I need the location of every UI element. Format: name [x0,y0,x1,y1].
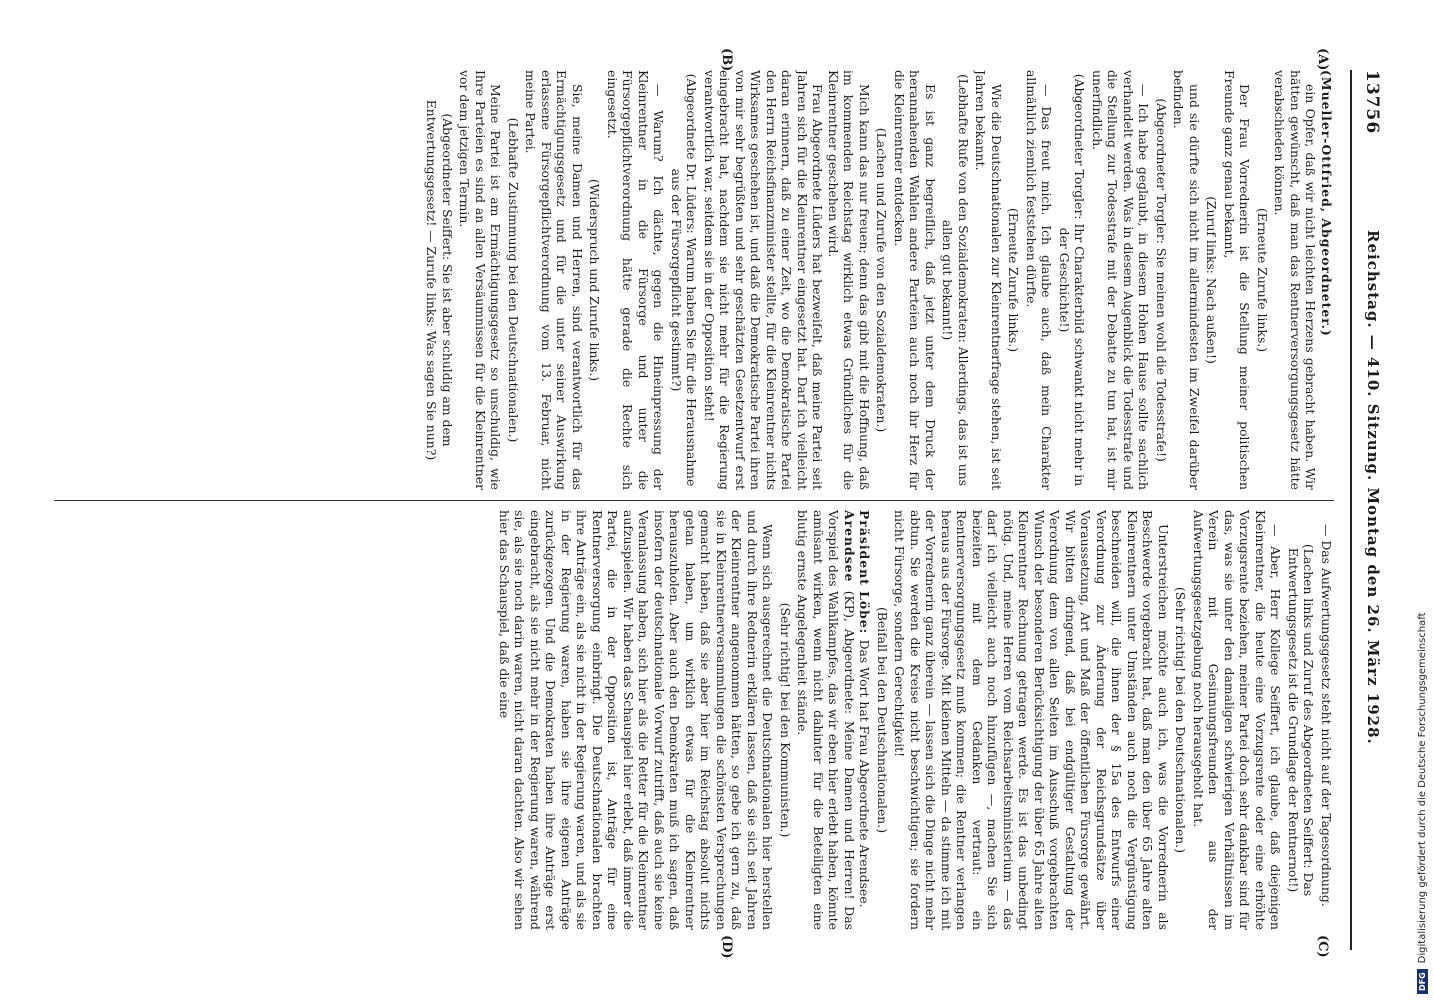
paragraph [1319,510,1335,930]
margin-mark-b: (B) [719,48,734,72]
paragraph-text: und sie dürfte sich nicht im allermindesten im Zweifel darüber befinden. [1171,70,1202,490]
paragraph [973,70,1004,490]
paragraph [702,70,826,490]
interjection: (Lebhafte Zustimmung bei den Deutschnationalen.) [506,117,521,443]
paragraph [1222,70,1253,490]
paragraph-text: — Das freut mich. Ich glaube auch, daß mein Charakter allmählich ziemlich feststehen dürfte. [1024,70,1055,490]
interjection: (Erneute Zurufe links.) [1255,207,1270,353]
paragraph [1171,70,1202,490]
interjection: (Widerspruch und Zurufe links.) [587,178,603,382]
paragraph-text: Frau Abgeordnete Lüders hat bezweifelt, daß meine Partei seit Jahren sich für die Kleinrentner eingesetzt hat. Darf ich vielleicht daran erinnern, daß zu einer Zeit, wo die Demokratische Partei den Herrn Reichsfinanzminister stellte, für die Kleinrentner nichts Wirksames geschehen ist, und daß die Demokratische Partei ihren von mir sehr begrüßten und sehr geschätzten Gesetzentwurf erst eingebracht hat, nachdem sie nicht mehr für die Regierung verantwortlich war, seitdem sie in der Opposition steht! [702,70,826,490]
page-header [1350,70,1382,950]
paragraph-text: — Warum? Ich dächte, gegen die Hineinpressung der Kleinrentner in die Fürsorge und unter die Fürsorgepflichtverordnung hätte gerade die Rechte sich eingesetzt. [605,70,667,490]
paragraph-text: — Aber, Herr Kollege Seiffert, ich glaube, daß diejenigen Kleinrentner, die heute eine Vorzugsrente oder eine erhöhte Vorzugsrente beziehen, meiner Partei doch sehr dankbar sind für das, was sie unter den damaligen schwierigen Verhältnissen im Verein mit Gesinnungsfreunden aus der Aufwertungsgesetzgebung noch herausgeholt hat. [1191,510,1284,930]
speaker-name: Präsident Löbe: [857,510,873,640]
paragraph [1024,70,1055,490]
interjection: (Beifall bei den Deutschnationalen.) [875,606,890,834]
paragraph-text: Mich kann das nur freuen; denn das gibt mit die Hoffnung, daß im kommenden Reichstag wirklich etwas Gründliches für die Kleinrentner geschehen wird. [826,70,872,490]
paragraph-text: — Ich habe geglaubt, in diesem Hohen Hause sollte sachlich verhandelt werden. Was in diesem Augenblick die Todesstrafe und die Stellung zur Todesstrafe mit der Debatte zu tun hat, ist mir unerfindlich. [1090,70,1152,490]
paragraph [1191,510,1284,930]
speaker-name: Arendsee [842,510,857,591]
interjection: (Lachen links und Zuruf des Abgeordneten Seiffert: Das Entwertungsgesetz ist die Grundlage der Rentnernot!) [1286,543,1317,897]
paragraph-text: — Das Aufwertungsgesetz steht nicht auf der Tagesordnung. [1319,524,1334,907]
interjection: (Lebhafte Rufe von den Sozialdemokraten: Allerdings, das ist uns allen gut bekannt!) [940,73,971,487]
paragraph [826,70,873,490]
margin-mark-a: (A) [1315,48,1330,71]
paragraph [1319,70,1335,490]
digitization-note: Digitalisierung gefördert durch die Deutsche Forschungsgemeinschaft [1416,612,1428,964]
page-title: Reichstag. — 410. Sitzung. Montag den 26. März 1928. [1364,230,1382,745]
paragraph [795,510,857,930]
margin-mark-c: (C) [1315,935,1330,958]
interjection: (Lachen und Zurufe von den Sozialdemokraten.) [874,127,890,433]
page-number: 13756 [1362,70,1382,135]
paragraph [523,70,585,490]
paragraph [1272,70,1319,490]
paragraph [1090,70,1152,490]
speaker-name: (Mueller-Ottfried, Abgeordneter.) [1319,70,1334,337]
interjection: (Abgeordneter Torgler: Sie meinen wohl die Todesstrafe!) [1154,98,1169,462]
interjection: (Erneute Zurufe links.) [1006,207,1022,353]
paragraph-text: Meine Partei ist am Ermächtigungsgesetz so unschuldig, wie Ihre Parteien es sind an allen Versäumnissen für die Kleinrentner vor dem jetzigen Termin. [457,70,504,490]
paragraph-text: Der Frau Vorrednerin ist die Stellung meiner politischen Freunde ganz genau bekannt, [1222,70,1253,490]
paragraph-text: Wie die Deutschnationalen zur Kleinrentnerfrage stehen, ist seit Jahren bekannt. [973,70,1004,490]
paragraph [857,510,873,930]
digitization-strip [1410,0,1434,1000]
interjection: (Zuruf links: Nach außen!) [1204,196,1220,364]
paragraph [892,70,939,490]
paragraph-text: Wenn sich ausgerechnet die Deutschnationalen hier herstellen und durch ihre Rednerin erklären lassen, daß sie sich seit Jahren der Kleinrentner angenommen hätten, so gebe ich gern zu, daß sie in Kleinrentnerversammlungen die schönsten Versprechungen gemacht haben, daß sie aber hier im Reichstag absolut nichts getan haben, um wirklich etwas für die Kleinrentner herauszuholen. Aber auch den Demokraten muß ich sagen, daß insofern der deutschnationale Vorwurf zutrifft, daß auch sie keine Veranlassung haben, sich hier als die Retter für die Kleinrentner aufzuspielen. Wir haben das Schauspiel hier erlebt, daß immer die Partei, die in der Opposition ist, Anträge für eine Rentnerversorgung einbringt. Die Deutschnationalen brachten ihre Anträge ein, als sie nicht in der Regierung waren, und als sie in der Regierung waren, haben sie ihre eigenen Anträge zurückgezogen. Und die Demokraten haben ihre Anträge erst eingebracht, als sie nicht mehr in der Regierung waren, während sie, als sie noch darin waren, nicht daran dachten. Also wir sehen hier das Schauspiel, daß die eine [497,510,776,930]
paragraph [497,510,776,930]
paragraph [457,70,504,490]
dfg-logo: DFG [1417,969,1428,994]
paragraph [892,510,1171,930]
right-column [54,510,1334,930]
column-divider [54,500,1334,501]
interjection: (Abgeordneter Seiffert: Sie ist aber schuldig am dem Entwertungsgesetz! — Zurufe links: Was sagen Sie nun?) [424,99,455,461]
interjection: (Abgeordneter Torgler: Ihr Charakterbild schwankt nicht mehr in der Geschichte!) [1057,73,1088,487]
paragraph-text: Unterstreichen möchte auch ich, was die Vorrednerin als Beschwerde vorgebracht hat, daß man den über 65 Jahre alten Kleinrentnern unter Umständen auch noch die Vergünstigung beschneiden will, die ihnen der § 15a des Entwurfs einer Verordnung zur Änderung der Reichsgrundsätze über Voraussetzung, Art und Maß der öffentlichen Fürsorge gewährt. Wir bitten dringend, daß bei endgültiger Gestaltung der Verordnung dem von allen Seiten im Ausschuß vorgebrachten Wunsch der besonderen Berücksichtigung der über 65 Jahre alten Kleinrentner Rechnung getragen werde. Es ist das unbedingt nötig. Und, meine Herren vom Reichsarbeitsministerium — das darf ich vielleicht auch noch hinzufügen —, machen Sie sich beizeiten mit dem Gedanken vertraut: ein Rentnerversorgungsgesetz muß kommen; die Rentner verlangen heraus aus der Fürsorge. Mit kleinen Mitteln — da stimme ich mit der Vorrednerin ganz überein — lassen sich die Dinge nicht mehr abtun. Sie werden die Kreise nicht beschwichtigen; sie fordern nicht Fürsorge, sondern Gerechtigkeit! [892,510,1171,930]
paragraph [605,70,667,490]
paragraph-text: (KP), Abgeordnete: Meine Damen und Herren! Das Vorspiel des Wahlkampfes, das wir eben hier erlebt haben, könnte amüsant wirken, wenn nicht dahinter für die Beteiligten eine blutig ernste Angelegenheit stände. [795,510,857,930]
paragraph-text: Es ist ganz begreiflich, daß jetzt unter dem Druck der herannahenden Wahlen andere Parteien auch noch ihr Herz für die Kleinrentner entdecken. [892,70,938,490]
interjection: (Sehr richtig! bei den Deutschnationalen.) [1173,586,1189,854]
margin-mark-d: (D) [719,935,734,959]
paragraph-text: Sie, meine Damen und Herren, sind verantwortlich für das Ermächtigungsgesetz und für die unter seiner Auswirkung erlassene Fürsorgepflichtverordnung vom 13. Februar, nicht meine Partei. [523,70,585,490]
left-column [54,70,1334,490]
paragraph-text: ein Opfer, daß wir nicht leichten Herzens gebracht haben. Wir hätten gewünscht, daß man das Rentnerversorgungsgesetz hätte verabschieden können. [1272,70,1319,490]
interjection: (Sehr richtig! bei den Kommunisten.) [778,602,793,838]
interjection: (Abgeordnete Dr. Lüders: Warum haben Sie für die Herausnahme aus der Fürsorgepflicht gestimmt?) [669,73,700,487]
paragraph-text: Das Wort hat Frau Abgeordnete Arendsee. [857,639,873,908]
